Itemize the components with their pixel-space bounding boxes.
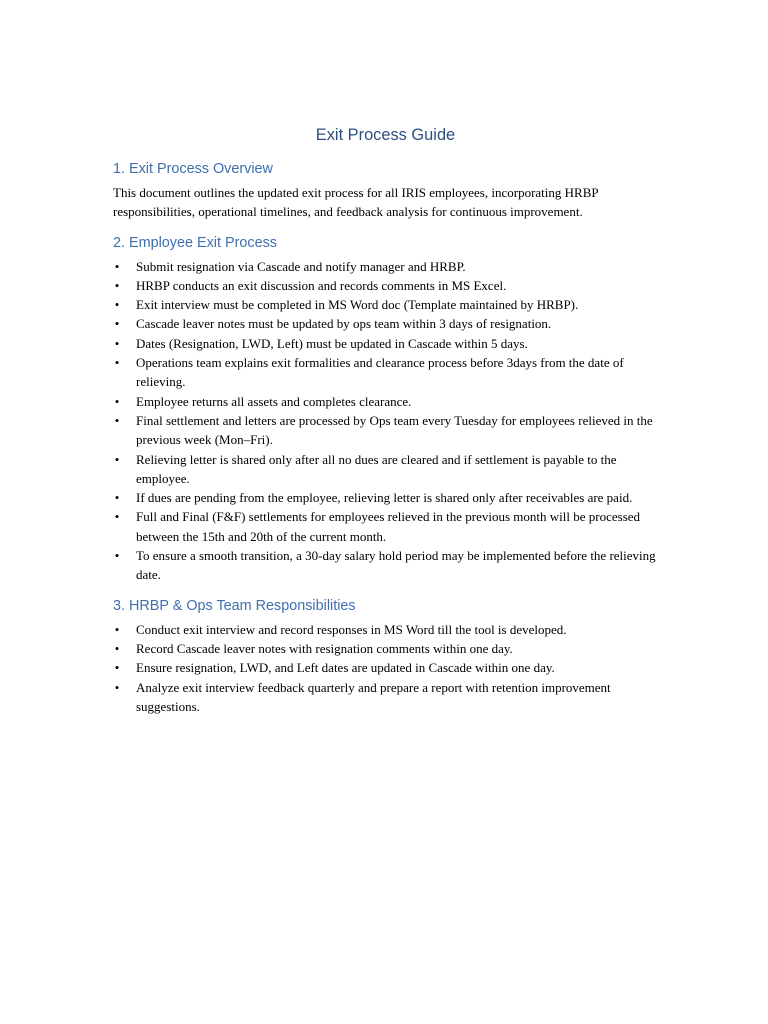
list-item-text: Conduct exit interview and record responses in MS Word till the tool is developed. (136, 621, 567, 637)
list-item-text: Record Cascade leaver notes with resignation comments within one day. (136, 640, 513, 656)
list-item (113, 314, 658, 333)
bullet-icon: • (114, 509, 120, 525)
bullet-icon: • (114, 277, 120, 293)
bullet-list (113, 620, 658, 716)
section-heading: 2. Employee Exit Process (113, 234, 277, 251)
list-item-text: Dates (Resignation, LWD, Left) must be updated in Cascade within 5 days. (136, 335, 528, 351)
document-page (113, 125, 658, 728)
section-exit-process-overview (113, 160, 658, 222)
list-item-text: Cascade leaver notes must be updated by ops team within 3 days of resignation. (136, 316, 552, 332)
list-item (113, 639, 658, 658)
bullet-icon: • (114, 316, 120, 332)
list-item (113, 276, 658, 295)
list-item (113, 450, 658, 489)
section-paragraph: This document outlines the updated exit process for all IRIS employees, incorporating HRBP responsibilities, operational timelines, and feedback analysis for continuous improvement. (113, 185, 599, 220)
bullet-icon: • (114, 297, 120, 313)
bullet-icon: • (114, 640, 120, 656)
section-employee-exit-process (113, 234, 658, 585)
bullet-icon: • (114, 679, 120, 695)
list-item-text: Full and Final (F&F) settlements for employees relieved in the previous month will be processed between the 15th and 20th of the current month. (136, 509, 641, 544)
list-item (113, 546, 658, 585)
list-item-text: Ensure resignation, LWD, and Left dates are updated in Cascade within one day. (136, 660, 555, 676)
list-item (113, 257, 658, 276)
list-item (113, 507, 658, 546)
list-item-text: Final settlement and letters are processed by Ops team every Tuesday for employees relieved in the previous week (Mon–Fri). (136, 412, 653, 448)
list-item-text: Exit interview must be completed in MS Word doc (Template maintained by HRBP). (136, 297, 579, 313)
section-heading: 3. HRBP & Ops Team Responsibilities (113, 597, 356, 614)
list-item (113, 353, 658, 392)
bullet-icon: • (114, 393, 120, 409)
list-item-text: Submit resignation via Cascade and notify manager and HRBP. (136, 258, 466, 274)
bullet-icon: • (114, 548, 120, 564)
document-title: Exit Process Guide (315, 126, 456, 144)
section-hrbp-ops-responsibilities (113, 597, 658, 716)
bullet-icon: • (114, 355, 120, 371)
bullet-icon: • (114, 660, 120, 676)
bullet-icon: • (114, 451, 120, 467)
list-item-text: Employee returns all assets and completes clearance. (136, 393, 412, 409)
list-item-text: If dues are pending from the employee, relieving letter is shared only after receivables are paid. (136, 490, 633, 506)
list-item-text: HRBP conducts an exit discussion and records comments in MS Excel. (136, 277, 507, 293)
list-item (113, 620, 658, 639)
list-item (113, 658, 658, 677)
list-item (113, 392, 658, 411)
list-item-text: Operations team explains exit formalities and clearance process before 3days from the date of relieving. (136, 355, 624, 390)
bullet-icon: • (114, 258, 120, 274)
list-item (113, 411, 658, 450)
list-item (113, 488, 658, 507)
list-item-text: Analyze exit interview feedback quarterly and prepare a report with retention improvement suggestions. (136, 679, 611, 714)
bullet-list (113, 257, 658, 585)
bullet-icon: • (114, 490, 120, 506)
list-item (113, 295, 658, 314)
bullet-icon: • (114, 621, 120, 637)
list-item-text: Relieving letter is shared only after all no dues are cleared and if settlement is payable to the employee. (136, 451, 617, 486)
bullet-icon: • (114, 412, 120, 428)
list-item (113, 678, 658, 717)
section-heading: 1. Exit Process Overview (113, 161, 273, 177)
list-item-text: To ensure a smooth transition, a 30-day salary hold period may be implemented before the relieving date. (136, 548, 656, 583)
bullet-icon: • (114, 335, 120, 351)
list-item (113, 334, 658, 353)
